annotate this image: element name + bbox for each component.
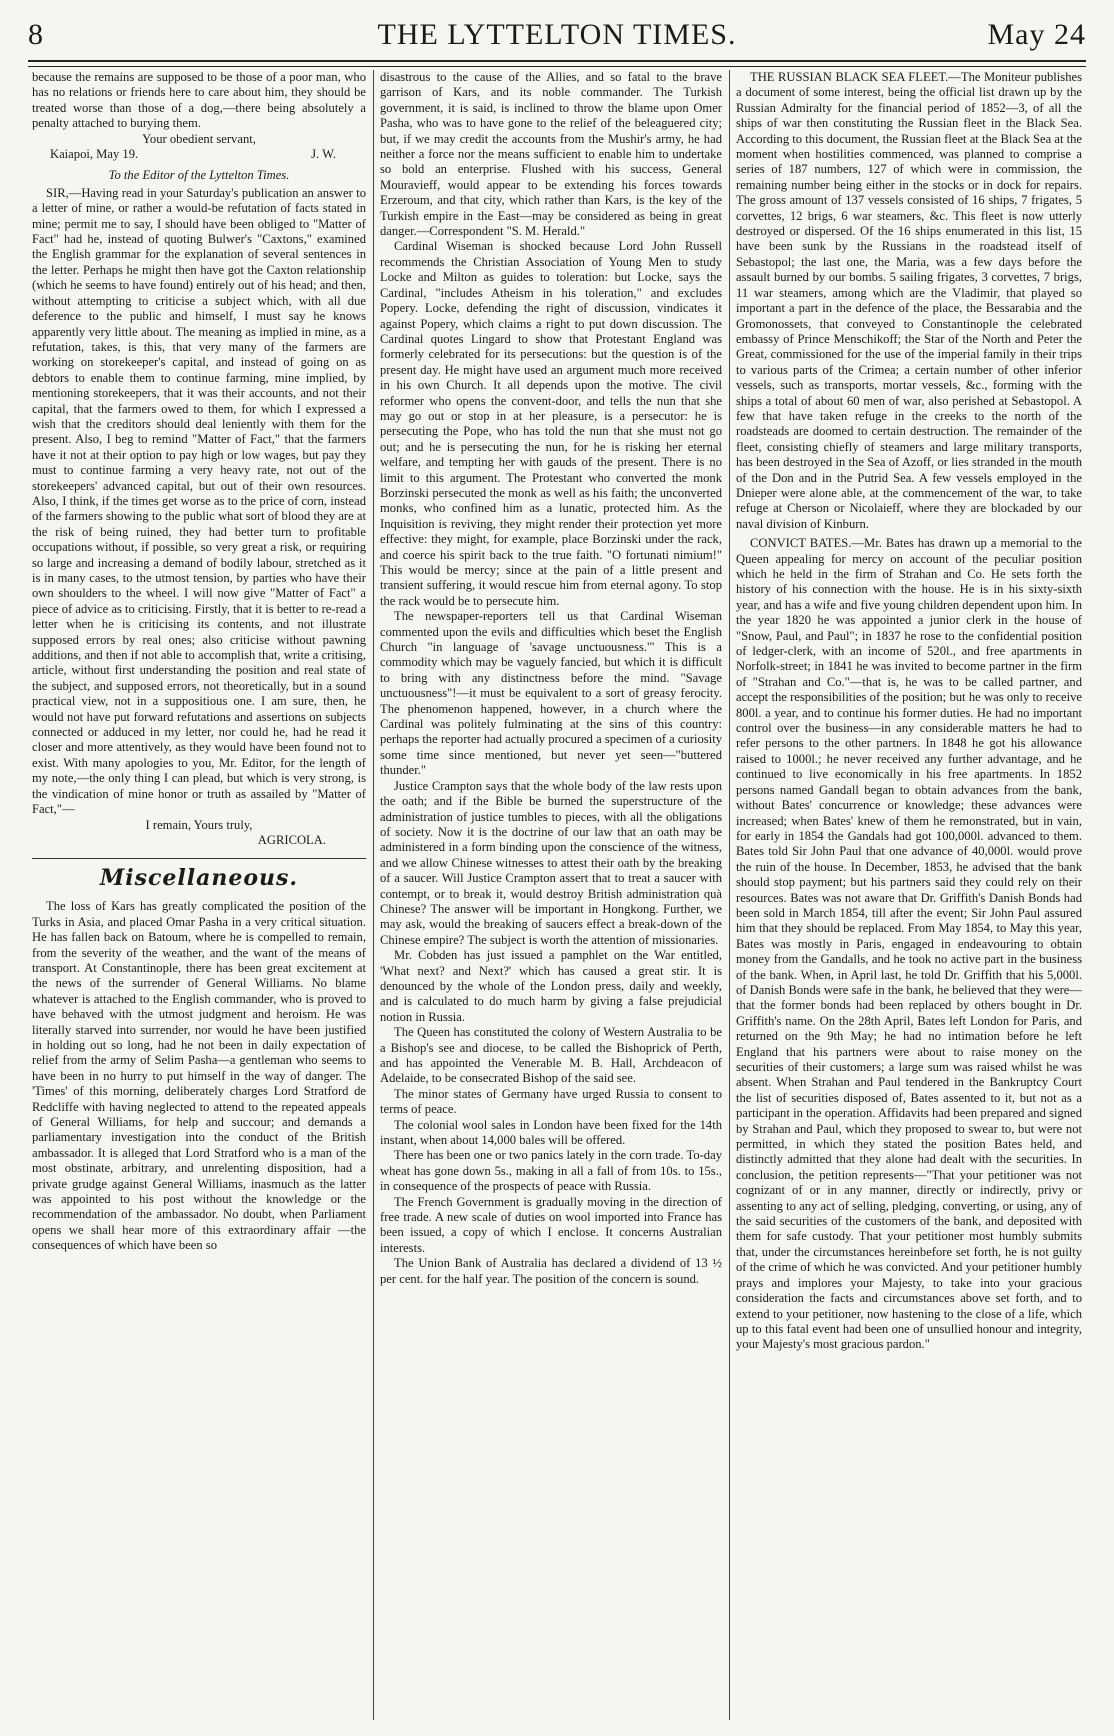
convict-bates-article [736, 536, 1082, 1353]
column-divider-1 [373, 70, 374, 1720]
corn-article: There has been one or two panics lately in the corn trade. To-day wheat has gone down 5s., making in all a fall of from 10s. to 15s., in consequence of the prospects of peace with Russia. [380, 1148, 722, 1194]
kars-article: The loss of Kars has greatly complicated the position of the Turks in Asia, and placed Omar Pasha in a very critical situation. He has fallen back on Batoum, where he is compelled to remain, from the severity of the weather, and the want of the means of transport. At Constantinople, there has been great excitement at the news of the surrender of General Williams. No blame whatever is attached to the English commander, who is proved to have behaved with the utmost judgment and heroism. He was literally starved into surrender, nor would he have been justified in holding out so long, had he not been in daily expectation of relief from the army of Selim Pasha—a gentleman who seems to have been in no hurry to put himself in the way of danger. The 'Times' of this morning, deliberately charges Lord Stratford de Redcliffe with having neglected to attend to the repeated appeals of General Williams, for help and succour; and demands a parliamentary investigation into the conduct of the British ambassador. It is alleged that Lord Stratford who is a man of the most obstinate, arbitrary, and unrelenting disposition, had a private grudge against General Williams, inasmuch as the latter was appointed to his post without the knowledge or the recommendation of the ambassador. No doubt, when Parliament opens we shall hear more of this extraordinary affair —the consequences of which have been so [32, 899, 366, 1253]
masthead-rule [28, 60, 1086, 67]
wiseman-article: Cardinal Wiseman is shocked because Lord John Russell recommends the Christian Association of Young Men to study Locke and Milton as guides to toleration: but Locke, says the Cardinal, "includes Atheism in his toleration," and excludes Popery. Locke, defending the right of discussion, vindicates it against Popery, which claims a right to put down discussion. The Cardinal quotes Lingard to show that Protestant England was formerly celebrated for its persecutions: but the question is of the present day. He might have used an argument much more received in his own Church. It all depends upon the motive. The civil reformer who opens the convent-door, and tells the nun that she may go out or stop in at her pleasure, is a persecutor: he is persecuting the Pope, who has told the nun that she must not go out; and he is persecuting the nun, for he is risking her eternal welfare, and tempting her with gauds of the present. There is no limit to this argument. The Protestant who converted the monk Borzinski persecuted the monk as well as his faith; the unconverted monks, who confined him as a lunatic, protected him. As the Inquisition is reviving, they might render their protection yet more effective: they might, for example, place Borzinski under the rack, and coerce his spirit back to the true faith. "O fortunati nimium!" This would be mercy; since at the pain of a little present and transient suffering, it would rescue him from eternal agony. To stop the rack would be to persecute him. [380, 239, 722, 608]
queen-article: The Queen has constituted the colony of Western Australia to be a Bishop's see and diocese, to be called the Bishoprick of Perth, and has appointed the Venerable M. B. Hall, Archdeacon of Adelaide, to be consecrated Bishop of the said see. [380, 1025, 722, 1086]
jw-place-date: Kaiapoi, May 19. [50, 147, 139, 162]
cobden-article: Mr. Cobden has just issued a pamphlet on the War entitled, 'What next? and Next?' which has caused a great stir. It is denounced by the whole of the London press, daily and weekly, and is calculated to do much harm by giving a false prejudicial notion in Russia. [380, 948, 722, 1024]
germany-article: The minor states of Germany have urged Russia to consent to terms of peace. [380, 1086, 722, 1117]
union-bank-article: The Union Bank of Australia has declared a dividend of 13 ½ per cent. for the half year. The position of the concern is sound. [380, 1256, 722, 1286]
column-1 [32, 70, 366, 1726]
column-3 [736, 70, 1082, 1726]
jw-signature-row [32, 147, 366, 162]
agricola-heading: To the Editor of the Lyttelton Times. [108, 168, 290, 183]
newspaper-title: THE LYTTELTON TIMES. [377, 18, 737, 51]
masthead [28, 18, 1086, 58]
convict-bates-text: —Mr. Bates has drawn up a memorial to the Queen appealing for mercy on account of the peculiar position which he held in the firm of Strahan and Co. He sets forth the history of his connection with the house. He is in his sixty-sixth year, and has a wife and five young children dependent upon him. In the year 1820 he was appointed a junior clerk in the house of "Snow, Paul, and Paul"; in 1837 he rose to the confidential position of ledger-clerk, with an income of 520l., and free apartments in Norfolk-street; in 1841 he was invited to become partner in the firm of "Strahan and Co."—that is, he was to be called partner, and accept the responsibilities of the position; but he was only to receive 800l. a year, and to continue his former duties. He had no important control over the business—in any considerable matters he had to refer persons to the other partners. In 1848 he got his allowance raised to 1000l.; he never received any further advantage, and he continued to live economically in his free apartments. In 1852 persons named Gandall began to obtain advances from the bank, without Bates' concurrence or knowledge; these advances were increased; when Bates' knew of them he remonstrated, but in vain, for early in 1854 the Gandals had got 100,000l. advanced to them. Bates told Sir John Paul that one advance of 40,000l. would prove the ruin of the house. In December, 1853, he advised that the bank should stop payment; but his partners said they could rely on their resources. Bates was not aware that Dr. Griffith's Danish Bonds had been sold in March 1854, till after the event; Sir John Paul assured him that they should be replaced. From May 1854, to May this year, Bates was mostly in Paris, engaged in endeavouring to obtain money from the Gandalls, and he took no active part in the business of the bank. When, in April last, he told Dr. Griffith that his 5,000l. of Danish Bonds were safe in the bank, he believed that they were—that the former bonds had been replaced by others bought in Dr. Griffith's name. On the 28th April, Bates left London for Paris, and returned on the 9th May; he had no intimation before he left England that his partners were about to raise money on the securities of their customers; a large sum was raised whilst he was absent. When Strahan and Paul tendered in the Bankruptcy Court the list of securities disposed of, Bates assented to it, but not as a participant in the operation. Affidavits had been prepared and signed by Strahan and Paul, which they proposed to swear to, but were not permitted, in which they stated the position Bates held, and distinctly admitted that they alone had dealt with the securities. In conclusion, the petition represents—"That your petitioner was not cognizant of or in any manner, directly or indirectly, privy or assenting to any act of selling, pledging, converting, or using, any of the said securities of the customers of the bank, and deposited with them for safe custody. That your petitioner most humbly submits that, under the circumstances hereinbefore set forth, he is not guilty of the crime of which he was convicted. And your petitioner humbly prays and implores your Majesty, to take into your gracious consideration the facts and circumstances above set forth, and to extend to your petitioner, now hastening to the close of a life, which up to this fatal event had been one of unsullied honour and integrity, your Majesty's most gracious pardon." [736, 536, 1082, 1352]
column-2 [380, 70, 722, 1726]
black-sea-fleet-title: THE RUSSIAN BLACK SEA FLEET. [750, 70, 949, 84]
agricola-signature: AGRICOLA. [257, 832, 326, 847]
miscellaneous-heading: Miscellaneous. [99, 865, 299, 892]
section-divider [32, 858, 366, 859]
jw-signoff: Your obedient servant, [142, 131, 256, 146]
french-article: The French Government is gradually moving in the direction of free trade. A new scale of duties on wool imported into France has been issued, a copy of which I enclose. It concerns Australian interests. [380, 1194, 722, 1255]
jw-signature: J. W. [311, 147, 336, 162]
crampton-article: Justice Crampton says that the whole body of the law rests upon the oath; and if the Bible be burned the superstructure of the administration of justice tumbles to pieces, with all the obligations of society. Now it is the doctrine of our law that an oath may be administered in a form binding upon the conscience of the witness, and we allow Chinese witnesses to attest their oath by the breaking of a saucer. Will Justice Crampton assert that to treat a saucer with contempt, or to break it, would destroy British administration quà Chinese? The answer will be important in Hongkong. Further, we may ask, would the breaking of saucers effect a break-down of the Chinese empire? The subject is worth the attention of missionaries. [380, 778, 722, 947]
wool-article: The colonial wool sales in London have been fixed for the 14th instant, when about 14,000 bales will be offered. [380, 1117, 722, 1148]
column-divider-2 [729, 70, 730, 1720]
black-sea-fleet-text: —The Moniteur publishes a document of some interest, being the official list drawn up by the Russian Admiralty for the financial period of 1852—3, of all the ships of war then constituting the Russian fleet in the Black Sea. According to this document, the Russian fleet at the Black Sea at the moment when hostilities commenced, was planned to comprise a series of 187 numbers, 127 of which were in commission, the remaining number being either in the stocks or in dock for repairs. The gross amount of 137 vessels consisted of 16 ships, 7 frigates, 5 corvettes, 12 brigs, 6 war steamers, &c. This fleet is now utterly destroyed or dispersed. Of the 16 ships enumerated in this list, 15 have been sunk by the Russians in the roadstead itself of Sebastopol; the last one, the Maria, was a few days before the assault burned by our bombs. 5 sailing frigates, 3 corvettes, 7 brigs, 11 war steamers, among which are the Vladimir, that played so important a part in the defence of the place, the Bessarabia and the Gromonossets, that conveyed to Constantinople the celebrated embassy of Prince Menschikoff; the Star of the North and Peter the Great, commissioned for the use of the imperial family in their trips to various parts of the Crimea; a certain number of other inferior vessels, such as transports, mortar vessels, &c., forming with the ships a total of about 60 men of war, also perished at Sebastopol. A few that have taken refuge in the creeks to the north of the roadsteads are doomed to certain destruction. The remainder of the fleet, consisting chiefly of steamers and large military transports, has been destroyed in the Sea of Azoff, or lies stranded in the mouth of the Don and in the Putrid Sea. A few vessels employed in the Dnieper were alone able, at the commencement of the war, to take refuge at Cherson or Nicolaieff, where they are blockaded by our naval division of Kinburn. [736, 70, 1082, 531]
issue-date: May 24 [987, 18, 1086, 51]
agricola-signoff: I remain, Yours truly, [145, 817, 253, 832]
reporters-article: The newspaper-reporters tell us that Cardinal Wiseman commented upon the evils and difficulties which beset the English Church "in language of 'savage unctuousness.'" This is a commodity which may be vaguely fancied, but which it is difficult to bring with any distinctness before the mind. "Savage unctuousness"!—it must be equivalent to a sort of greasy ferocity. The phenomenon happened, however, in a church where the Cardinal was politely fulminating at the sins of this country: perhaps the reporter had actually procured a specimen of a curiosity some time since mentioned, but never yet seen—"buttered thunder." [380, 609, 722, 778]
agricola-letter: SIR,—Having read in your Saturday's publication an answer to a letter of mine, or rather a would-be refutation of facts stated in mine; permit me to say, I should have been obliged to "Matter of Fact" had he, instead of quoting Bulwer's "Caxtons," examined the English grammar for the explanation of several sentences in the letter. Perhaps he might then have got the Caxton relationship (which he seems to have found) entirely out of his head; and then, without attempting to criticise a subject which, with all due deference to the public and himself, I must say he knows apparently very little about. The meaning as implied in mine, as a refutation, takes, is this, that very many of the farmers are working on storekeeper's capital, and instead of going on as debtors to enable them to continue farming, mine implied, by mentioning storekeepers, that it was their accounts, and not their capital, that the farmers owed to them, for which I expressed a wish that the creditors should deal leniently with them for the present. Also, I beg to remind "Matter of Fact," that the farmers have it not at their option to pay high or low wages, but pay they must to continue farming a very heavy rate, not out of the storekeepers' advanced capital, but out of their own resources. Also, I think, if the times get worse as to the price of corn, instead of the farmers showing to the public what sort of blood they are at the risk of being ruined, they had better turn to profitable occupations without, if possible, so very great a risk, or requiring so large and increasing a demand of bodily labour, stretched as it is in many cases, to the utmost tension, by parties who have their own shoulders to the wheel. I will now give "Matter of Fact" a piece of advice as to criticising. Firstly, that it is better to re-read a letter when he is criticising its contents, and not illustrate supposed errors by real ones; also criticise without pawning additions, and then if not able to accomplish that, write a critising, article, without first understanding the position and real state of the subject, and supposed errors, not theoretically, but in a sound practical view, not in a suppositious one. I am sure, then, he would not have put forward refutations and assertions on subjects connected or adduced in my letter, nor could he, had he read it closer and more attentively, as they would have been found not to exist. With many apologies to you, Mr. Editor, for the length of my note,—the only thing I can plead, but which is very strong, is the vindication of mine honor or truth as assailed by "Matter of Fact,"— [32, 185, 366, 817]
kars-article-continued: disastrous to the cause of the Allies, and so fatal to the brave garrison of Kars, and its noble commander. The Turkish government, it is said, is inclined to throw the blame upon Omer Pasha, who was to have gone to the relief of the beleaguered city; but, if we may credit the accounts from the Mushir's army, he had neither a force nor the means sufficient to enable him to undertake so bold an enterprise. Flushed with his success, General Mouravieff, would appear to be extending his forces towards Erzeroum, and that city, which rather than Kars, is the key of the Turkish empire in the East—may be considered as being in great danger.—Correspondent "S. M. Herald." [380, 70, 722, 239]
convict-bates-title: CONVICT BATES. [750, 536, 852, 551]
page-number: 8 [28, 18, 44, 51]
jw-letter-text: because the remains are supposed to be those of a poor man, who has no relations or friends here to care about him, they should be treated worse than those of a dog,—there being absolutely a penalty attached to burying them. [32, 70, 366, 131]
black-sea-fleet-article [736, 70, 1082, 532]
